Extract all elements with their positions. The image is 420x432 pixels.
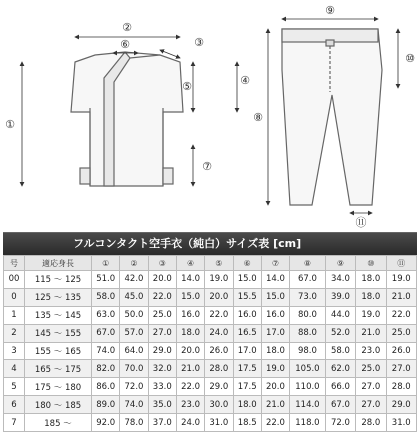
table-row: [4, 271, 417, 289]
table-cell: 180 ～ 185: [24, 396, 91, 414]
table-cell: 28.0: [205, 360, 233, 378]
header-c6: ⑥: [233, 256, 261, 271]
table-cell: 27.0: [386, 360, 416, 378]
label-c9: ⑨: [325, 4, 335, 17]
label-c11: ⑪: [355, 216, 367, 229]
size-table-section: [3, 232, 417, 432]
header-c7: ⑦: [261, 256, 289, 271]
table-row: [4, 324, 417, 342]
table-cell: 73.0: [290, 288, 326, 306]
header-size: 号: [4, 256, 25, 271]
header-c9: ⑨: [325, 256, 355, 271]
table-cell: 66.0: [325, 378, 355, 396]
table-cell: 45.0: [120, 288, 148, 306]
table-cell: 78.0: [120, 414, 148, 432]
table-cell: 28.0: [356, 414, 386, 432]
table-cell: 145 ～ 155: [24, 324, 91, 342]
header-c1: ①: [92, 256, 120, 271]
table-cell: 18.0: [261, 342, 289, 360]
table-cell: 115 ～ 125: [24, 271, 91, 289]
header-height: 適応身長: [24, 256, 91, 271]
table-cell: 110.0: [290, 378, 326, 396]
table-cell: 1: [4, 306, 25, 324]
table-cell: 31.0: [205, 414, 233, 432]
table-cell: 74.0: [92, 342, 120, 360]
table-cell: 29.0: [148, 342, 176, 360]
table-cell: 114.0: [290, 396, 326, 414]
label-c4: ④: [240, 74, 250, 87]
table-cell: 64.0: [120, 342, 148, 360]
table-cell: 16.0: [233, 306, 261, 324]
table-cell: 22.0: [205, 306, 233, 324]
table-cell: 16.0: [176, 306, 204, 324]
header-c11: ⑪: [386, 256, 416, 271]
table-cell: 80.0: [290, 306, 326, 324]
table-cell: 70.0: [120, 360, 148, 378]
table-cell: 86.0: [92, 378, 120, 396]
header-c10: ⑩: [356, 256, 386, 271]
label-c3: ③: [194, 36, 204, 49]
table-cell: 98.0: [290, 342, 326, 360]
table-cell: 39.0: [325, 288, 355, 306]
table-header-row: [4, 256, 417, 271]
table-row: [4, 378, 417, 396]
table-cell: 31.0: [386, 414, 416, 432]
label-c5: ⑤: [182, 80, 192, 93]
header-c3: ③: [148, 256, 176, 271]
header-c5: ⑤: [205, 256, 233, 271]
label-c2: ②: [122, 21, 132, 34]
table-row: [4, 396, 417, 414]
table-cell: 27.0: [356, 378, 386, 396]
table-cell: 34.0: [325, 271, 355, 289]
table-cell: 24.0: [176, 414, 204, 432]
table-cell: 67.0: [325, 396, 355, 414]
table-cell: 155 ～ 165: [24, 342, 91, 360]
table-cell: 20.0: [148, 271, 176, 289]
header-c4: ④: [176, 256, 204, 271]
table-cell: 22.0: [176, 378, 204, 396]
table-cell: 20.0: [205, 288, 233, 306]
table-row: [4, 360, 417, 378]
table-cell: 82.0: [92, 360, 120, 378]
table-cell: 135 ～ 145: [24, 306, 91, 324]
table-cell: 21.0: [176, 360, 204, 378]
table-cell: 25.0: [148, 306, 176, 324]
table-cell: 21.0: [356, 324, 386, 342]
table-cell: 26.0: [386, 342, 416, 360]
table-cell: 105.0: [290, 360, 326, 378]
table-cell: 50.0: [120, 306, 148, 324]
table-row: [4, 342, 417, 360]
table-cell: 15.0: [176, 288, 204, 306]
table-cell: 52.0: [325, 324, 355, 342]
pants-drawing: [282, 29, 382, 205]
table-cell: 16.0: [261, 306, 289, 324]
table-cell: 37.0: [148, 414, 176, 432]
table-cell: 6: [4, 396, 25, 414]
table-cell: 72.0: [325, 414, 355, 432]
table-cell: 35.0: [148, 396, 176, 414]
table-cell: 14.0: [261, 271, 289, 289]
table-cell: 175 ～ 180: [24, 378, 91, 396]
size-table-title: フルコンタクト空手衣（純白）サイズ表 [cm]: [3, 232, 417, 255]
table-cell: 22.0: [261, 414, 289, 432]
table-cell: 58.0: [92, 288, 120, 306]
table-cell: 32.0: [148, 360, 176, 378]
table-cell: 33.0: [148, 378, 176, 396]
table-cell: 88.0: [290, 324, 326, 342]
label-c8: ⑧: [253, 111, 263, 124]
size-table: [3, 255, 417, 432]
table-cell: 16.5: [233, 324, 261, 342]
table-cell: 57.0: [120, 324, 148, 342]
table-cell: 125 ～ 135: [24, 288, 91, 306]
table-cell: 15.0: [261, 288, 289, 306]
table-cell: 27.0: [356, 396, 386, 414]
table-cell: 92.0: [92, 414, 120, 432]
table-cell: 22.0: [386, 306, 416, 324]
table-cell: 17.5: [233, 360, 261, 378]
table-cell: 14.0: [176, 271, 204, 289]
table-cell: 23.0: [176, 396, 204, 414]
table-cell: 19.0: [356, 306, 386, 324]
header-c2: ②: [120, 256, 148, 271]
table-cell: 67.0: [92, 324, 120, 342]
table-cell: 17.0: [261, 324, 289, 342]
label-c1: ①: [5, 118, 15, 131]
table-cell: 25.0: [356, 360, 386, 378]
table-cell: 62.0: [325, 360, 355, 378]
table-cell: 21.0: [261, 396, 289, 414]
table-cell: 3: [4, 342, 25, 360]
table-cell: 42.0: [120, 271, 148, 289]
table-cell: 30.0: [205, 396, 233, 414]
table-row: [4, 306, 417, 324]
label-c6: ⑥: [120, 38, 130, 51]
table-body: [4, 271, 417, 432]
table-cell: 18.0: [233, 396, 261, 414]
table-cell: 2: [4, 324, 25, 342]
table-cell: 26.0: [205, 342, 233, 360]
table-cell: 18.0: [356, 288, 386, 306]
table-cell: 4: [4, 360, 25, 378]
table-cell: 185 ～: [24, 414, 91, 432]
table-cell: 5: [4, 378, 25, 396]
table-cell: 0: [4, 288, 25, 306]
table-cell: 18.5: [233, 414, 261, 432]
table-row: [4, 414, 417, 432]
table-cell: 51.0: [92, 271, 120, 289]
label-c7: ⑦: [202, 160, 212, 173]
table-cell: 20.0: [176, 342, 204, 360]
header-c8: ⑧: [290, 256, 326, 271]
table-cell: 72.0: [120, 378, 148, 396]
table-cell: 19.0: [386, 271, 416, 289]
table-cell: 89.0: [92, 396, 120, 414]
table-cell: 63.0: [92, 306, 120, 324]
table-cell: 29.0: [386, 396, 416, 414]
table-cell: 17.0: [233, 342, 261, 360]
table-cell: 67.0: [290, 271, 326, 289]
table-cell: 28.0: [386, 378, 416, 396]
table-row: [4, 288, 417, 306]
table-cell: 7: [4, 414, 25, 432]
table-cell: 21.0: [386, 288, 416, 306]
label-c10: ⑩: [405, 52, 415, 65]
table-cell: 23.0: [356, 342, 386, 360]
table-cell: 118.0: [290, 414, 326, 432]
table-cell: 15.5: [233, 288, 261, 306]
table-cell: 18.0: [356, 271, 386, 289]
jacket-drawing: [71, 52, 183, 186]
table-cell: 165 ～ 175: [24, 360, 91, 378]
table-cell: 29.0: [205, 378, 233, 396]
table-cell: 27.0: [148, 324, 176, 342]
table-cell: 44.0: [325, 306, 355, 324]
table-cell: 74.0: [120, 396, 148, 414]
table-cell: 18.0: [176, 324, 204, 342]
table-cell: 19.0: [261, 360, 289, 378]
table-cell: 15.0: [233, 271, 261, 289]
table-cell: 24.0: [205, 324, 233, 342]
table-cell: 58.0: [325, 342, 355, 360]
table-cell: 22.0: [148, 288, 176, 306]
table-cell: 17.5: [233, 378, 261, 396]
table-cell: 19.0: [205, 271, 233, 289]
table-cell: 20.0: [261, 378, 289, 396]
table-cell: 00: [4, 271, 25, 289]
table-cell: 25.0: [386, 324, 416, 342]
